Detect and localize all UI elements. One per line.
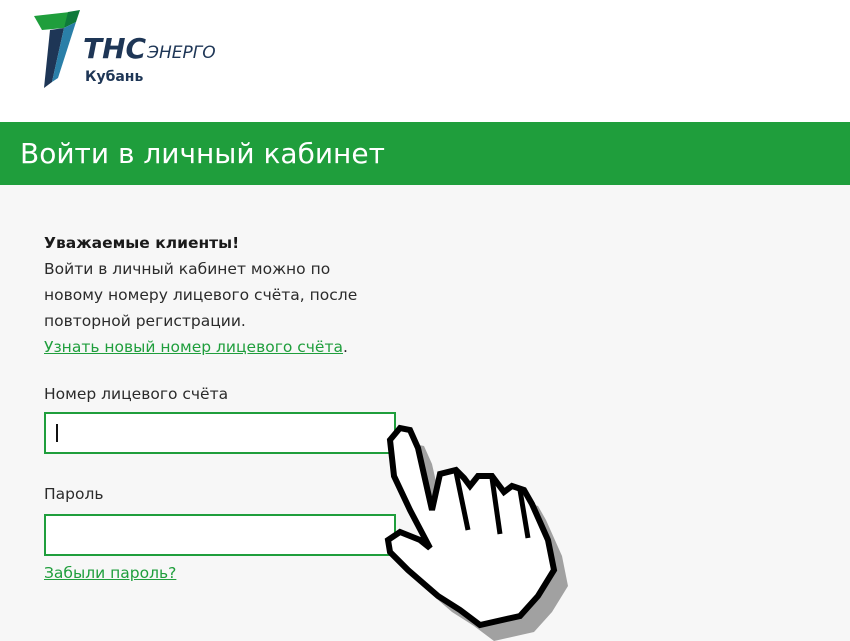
logo-brand-sub: ЭНЕРГО bbox=[147, 43, 216, 63]
notice-title: Уважаемые клиенты! bbox=[44, 234, 240, 252]
find-new-account-number-link[interactable]: Узнать новый номер лицевого счёта bbox=[44, 338, 343, 356]
text-caret bbox=[56, 424, 58, 442]
notice-line-2: новому номеру лицевого счёта, после bbox=[44, 286, 358, 304]
logo-region: Кубань bbox=[85, 69, 144, 85]
hand-pointer-cursor-icon bbox=[360, 420, 590, 641]
notice-line-1: Войти в личный кабинет можно по bbox=[44, 260, 331, 278]
page-title: Войти в личный кабинет bbox=[20, 137, 385, 170]
password-label: Пароль bbox=[44, 485, 104, 503]
account-number-label: Номер лицевого счёта bbox=[44, 385, 229, 403]
tns-logo-mark-icon bbox=[30, 8, 90, 90]
forgot-password-link[interactable]: Забыли пароль? bbox=[44, 564, 177, 582]
notice-link-line bbox=[44, 334, 404, 360]
notice-block bbox=[44, 230, 404, 360]
password-input[interactable] bbox=[44, 514, 396, 556]
account-number-input[interactable] bbox=[44, 412, 396, 454]
notice-link-suffix: . bbox=[343, 338, 348, 356]
page-title-bar bbox=[0, 122, 850, 185]
logo-brand-name bbox=[83, 32, 216, 65]
notice-line-3: повторной регистрации. bbox=[44, 312, 246, 330]
tns-energo-logo[interactable] bbox=[30, 8, 290, 108]
site-header bbox=[0, 0, 850, 122]
logo-brand-main: ТНС bbox=[83, 32, 147, 65]
